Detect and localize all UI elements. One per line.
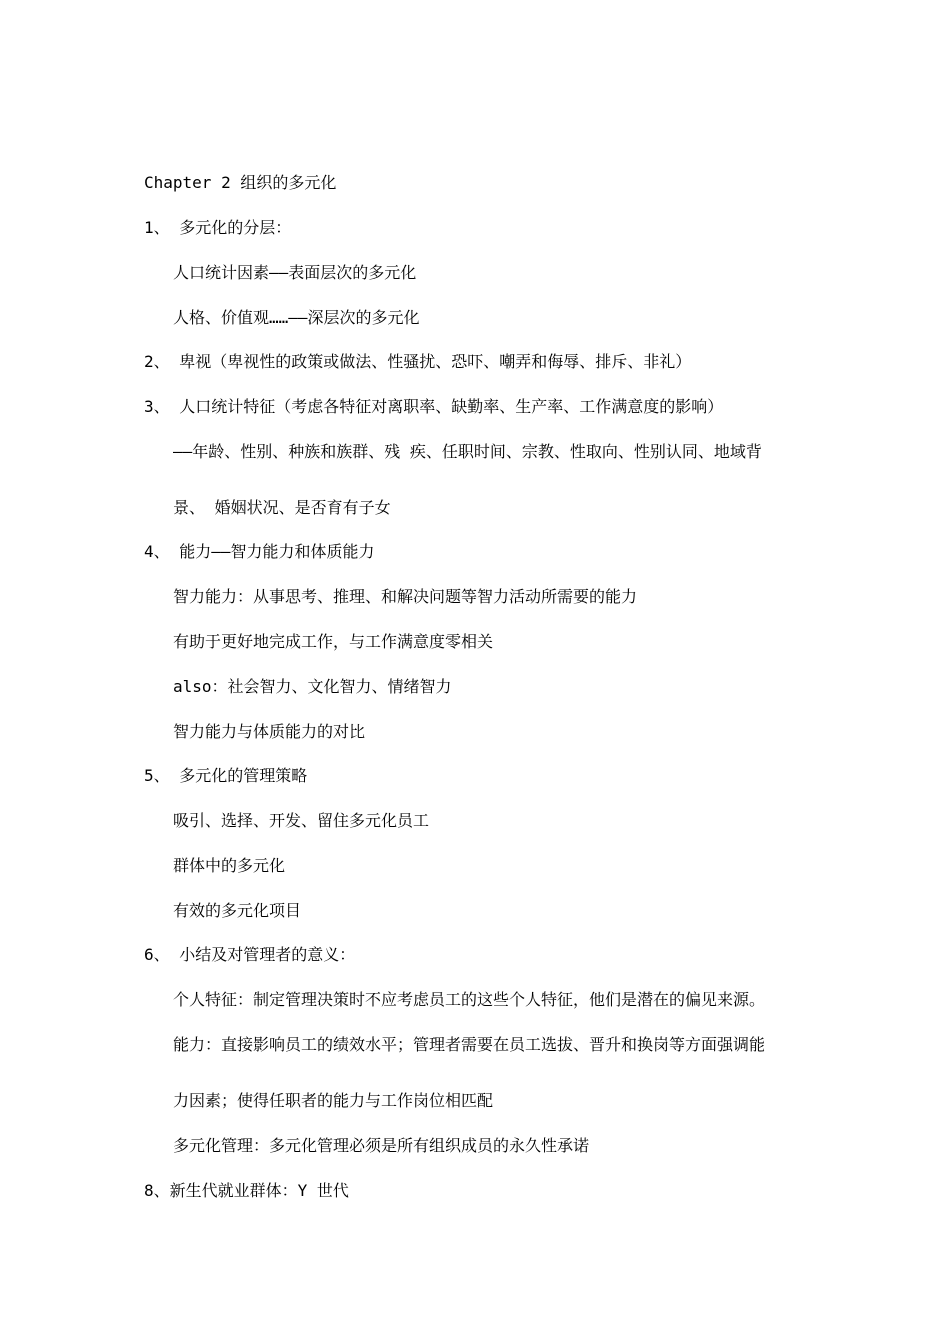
section-5-item: 有效的多元化项目 <box>173 901 302 920</box>
section-4-item: 智力能力：从事思考、推理、和解决问题等智力活动所需要的能力 <box>173 587 638 606</box>
chapter-title: Chapter 2 组织的多元化 <box>144 173 337 192</box>
section-6-item: 能力：直接影响员工的绩效水平；管理者需要在员工选拔、晋升和换岗等方面强调能 <box>173 1035 766 1054</box>
section-6-item: 个人特征：制定管理决策时不应考虑员工的这些个人特征，他们是潜在的偏见来源。 <box>173 990 766 1009</box>
section-1-item: 人格、价值观……——深层次的多元化 <box>173 308 420 327</box>
section-5-heading: 5、 多元化的管理策略 <box>144 766 308 785</box>
section-4-item: also：社会智力、文化智力、情绪智力 <box>173 677 452 696</box>
section-8-heading: 8、新生代就业群体：Y 世代 <box>144 1181 349 1200</box>
section-3-item-continued: 景、 婚姻状况、是否育有子女 <box>173 498 391 517</box>
section-1-heading: 1、 多元化的分层： <box>144 218 292 237</box>
section-1-item: 人口统计因素——表面层次的多元化 <box>173 263 417 282</box>
section-3-heading: 3、 人口统计特征（考虑各特征对离职率、缺勤率、生产率、工作满意度的影响） <box>144 397 724 416</box>
section-4-item: 智力能力与体质能力的对比 <box>173 722 366 741</box>
section-5-item: 吸引、选择、开发、留住多元化员工 <box>173 811 430 830</box>
section-4-heading: 4、 能力——智力能力和体质能力 <box>144 542 375 561</box>
section-3-item: ——年龄、性别、种族和族群、残 疾、任职时间、宗教、性取向、性别认同、地域背 <box>173 442 762 461</box>
section-5-item: 群体中的多元化 <box>173 856 286 875</box>
section-6-heading: 6、 小结及对管理者的意义： <box>144 945 356 964</box>
section-6-item-continued: 力因素；使得任职者的能力与工作岗位相匹配 <box>173 1091 494 1110</box>
section-6-item: 多元化管理：多元化管理必须是所有组织成员的永久性承诺 <box>173 1136 590 1155</box>
section-2-heading: 2、 卑视（卑视性的政策或做法、性骚扰、恐吓、嘲弄和侮辱、排斥、非礼） <box>144 352 692 371</box>
section-4-item: 有助于更好地完成工作，与工作满意度零相关 <box>173 632 494 651</box>
